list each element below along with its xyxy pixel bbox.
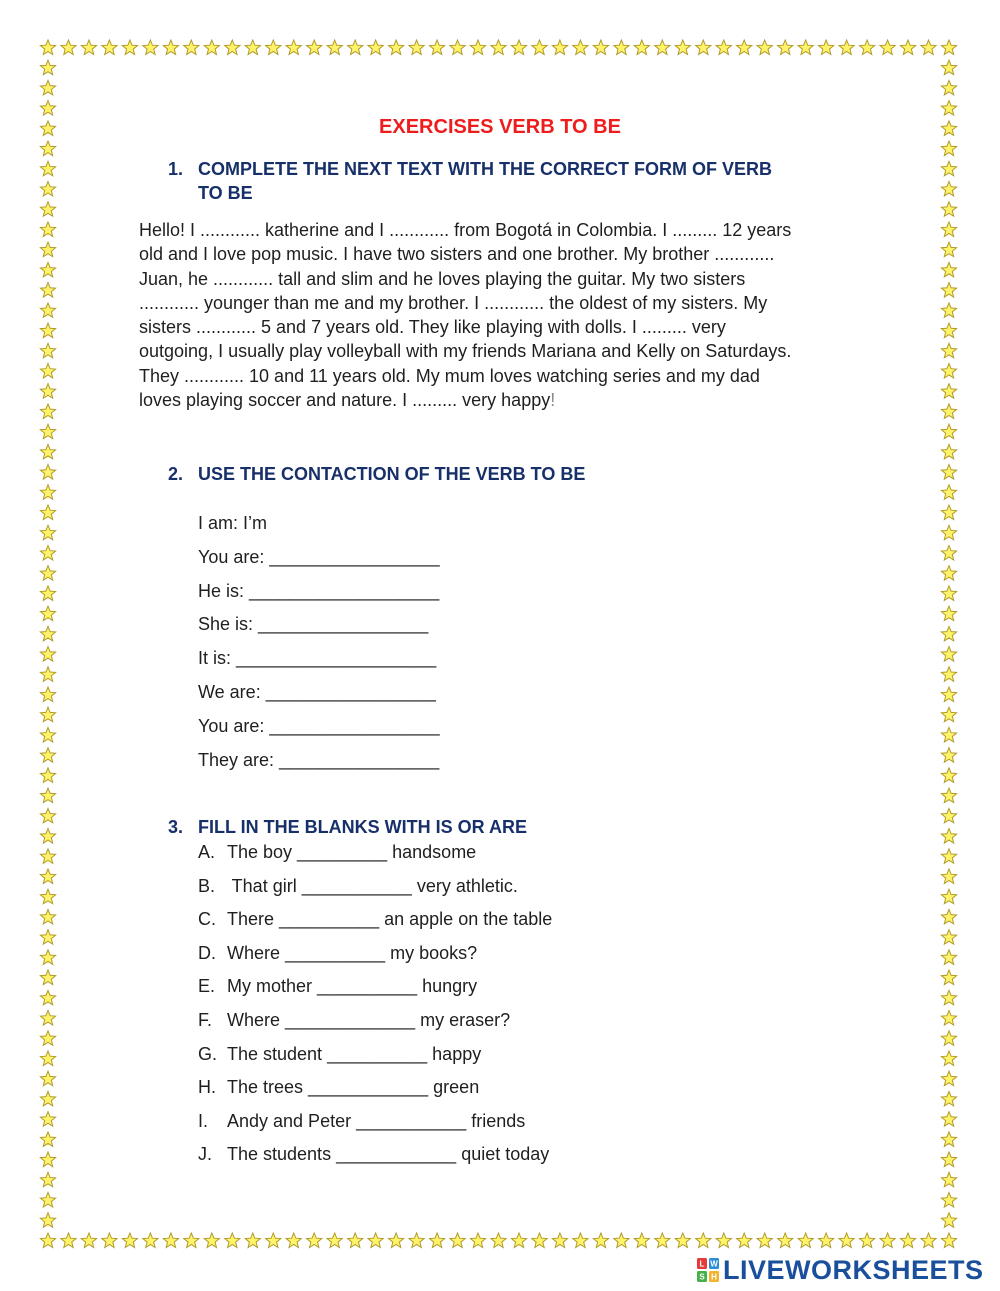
- item-text: The student __________ happy: [227, 1043, 482, 1064]
- border-star-icon: [266, 40, 281, 55]
- border-star-icon: [409, 40, 424, 55]
- border-star-icon: [941, 444, 956, 459]
- border-star-icon: [40, 364, 55, 379]
- item-letter: D.: [198, 942, 216, 963]
- fill-item: [198, 941, 552, 975]
- border-star-icon: [40, 849, 55, 864]
- border-star-icon: [941, 525, 956, 540]
- fill-item: [198, 1075, 552, 1109]
- border-star-icon: [40, 525, 55, 540]
- border-star-icon: [40, 930, 55, 945]
- contraction-item: She is: _________________: [198, 614, 429, 635]
- item-text: Where _____________ my eraser?: [227, 1009, 511, 1030]
- fill-item: [198, 1142, 552, 1176]
- fill-item: [198, 1008, 552, 1042]
- paragraph-line: Hello! I ............ katherine and I ............ from Bogotá in Colombia. I ......... 12 years: [139, 220, 792, 240]
- item-letter: F.: [198, 1009, 213, 1030]
- border-star-icon: [40, 707, 55, 721]
- border-star-icon: [40, 606, 55, 620]
- fill-item: [198, 874, 552, 908]
- border-star-icon: [40, 222, 55, 237]
- border-star-icon: [634, 40, 649, 55]
- paragraph-line: old and I love pop music. I have two sisters and one brother. My brother ............: [139, 244, 775, 265]
- section2-number: 2.: [168, 464, 184, 484]
- border-star-icon: [941, 1172, 956, 1187]
- border-star-icon: [941, 566, 956, 581]
- border-star-icon: [941, 647, 956, 662]
- contraction-list: [198, 511, 440, 781]
- border-star-icon: [819, 40, 834, 55]
- item-text: There __________ an apple on the table: [227, 909, 553, 930]
- border-star-icon: [245, 1233, 260, 1248]
- contraction-item: He is: ___________________: [198, 580, 440, 601]
- border-star-icon: [941, 869, 956, 884]
- border-star-icon: [40, 889, 55, 903]
- border-star-icon: [511, 40, 526, 55]
- border-star-icon: [655, 40, 670, 55]
- border-star-icon: [348, 40, 363, 55]
- border-star-icon: [675, 1233, 690, 1248]
- border-star-icon: [941, 465, 956, 480]
- border-star-icon: [40, 40, 55, 55]
- contraction-item: We are: _________________: [198, 681, 436, 702]
- border-star-icon: [40, 1193, 55, 1207]
- border-star-icon: [921, 40, 936, 55]
- border-star-icon: [40, 1051, 55, 1066]
- border-star-icon: [696, 40, 711, 55]
- border-star-icon: [941, 910, 956, 924]
- border-star-icon: [941, 505, 956, 519]
- item-text: Andy and Peter ___________ friends: [227, 1110, 526, 1131]
- border-star-icon: [40, 384, 55, 399]
- border-star-icon: [40, 910, 55, 924]
- border-star-icon: [511, 1233, 526, 1248]
- border-star-icon: [40, 465, 55, 480]
- fill-item: [198, 840, 552, 874]
- border-star-icon: [941, 1112, 956, 1127]
- border-star-icon: [941, 1031, 956, 1046]
- item-text: Where __________ my books?: [227, 942, 478, 963]
- border-star-icon: [81, 40, 96, 55]
- contraction-item: You are: _________________: [198, 546, 440, 567]
- border-star-icon: [40, 323, 55, 338]
- border-star-icon: [941, 485, 956, 500]
- border-star-icon: [40, 950, 55, 965]
- border-star-icon: [40, 1132, 55, 1147]
- contraction-item: I am: I’m: [198, 513, 268, 533]
- border-star-icon: [368, 40, 383, 55]
- border-star-icon: [40, 970, 55, 985]
- border-star-icon: [819, 1233, 834, 1248]
- border-star-icon: [593, 1233, 608, 1248]
- border-star-icon: [450, 40, 465, 55]
- border-star-icon: [430, 40, 445, 55]
- border-star-icon: [941, 768, 956, 783]
- border-star-icon: [40, 667, 55, 682]
- border-star-icon: [368, 1233, 383, 1248]
- border-star-icon: [327, 1233, 342, 1248]
- border-star-icon: [204, 40, 219, 55]
- svg-text:W: W: [710, 1259, 718, 1269]
- border-star-icon: [225, 1233, 240, 1248]
- paragraph-line: loves playing soccer and nature. I ......... very happy: [139, 390, 551, 411]
- border-star-icon: [941, 384, 956, 399]
- border-star-icon: [614, 1233, 629, 1248]
- border-star-icon: [430, 1233, 445, 1248]
- paragraph-line: They ............ 10 and 11 years old. My mum loves watching series and my dad: [139, 365, 760, 386]
- border-star-icon: [941, 1011, 956, 1025]
- border-star-icon: [389, 1233, 404, 1248]
- border-star-icon: [941, 1213, 956, 1228]
- border-star-icon: [941, 546, 956, 561]
- border-star-icon: [40, 546, 55, 561]
- border-star-icon: [40, 1213, 55, 1228]
- border-star-icon: [716, 40, 731, 55]
- border-star-icon: [40, 161, 55, 176]
- border-star-icon: [307, 1233, 322, 1248]
- border-star-icon: [941, 586, 956, 601]
- border-star-icon: [40, 60, 55, 74]
- border-star-icon: [941, 889, 956, 903]
- border-star-icon: [40, 586, 55, 601]
- border-star-icon: [900, 1233, 915, 1248]
- border-star-icon: [40, 424, 55, 439]
- svg-text:S: S: [699, 1272, 705, 1282]
- border-star-icon: [941, 182, 956, 197]
- border-star-icon: [880, 1233, 895, 1248]
- section2-heading: [168, 462, 858, 486]
- border-star-icon: [941, 80, 956, 95]
- section1-heading-line2: TO BE: [198, 183, 253, 203]
- border-star-icon: [40, 788, 55, 802]
- border-star-icon: [40, 1112, 55, 1127]
- border-star-icon: [40, 647, 55, 662]
- border-star-icon: [225, 40, 240, 55]
- border-star-icon: [40, 303, 55, 317]
- border-star-icon: [40, 990, 55, 1004]
- border-star-icon: [737, 40, 752, 55]
- border-star-icon: [839, 40, 854, 55]
- fill-item: [198, 1109, 552, 1143]
- border-star-icon: [941, 849, 956, 864]
- border-star-icon: [941, 788, 956, 802]
- section3-number: 3.: [168, 817, 184, 837]
- border-star-icon: [40, 1011, 55, 1025]
- border-star-icon: [839, 1233, 854, 1248]
- paragraph-line: ............ younger than me and my brother. I ............ the oldest of my sisters. My: [139, 292, 768, 313]
- paragraph-line: sisters ............ 5 and 7 years old. They like playing with dolls. I ......... very: [139, 317, 726, 338]
- section1-number: 1.: [168, 159, 184, 179]
- border-star-icon: [941, 283, 956, 298]
- liveworksheets-logo-icon: [697, 1258, 719, 1282]
- fill-item: [198, 907, 552, 941]
- border-star-icon: [798, 40, 813, 55]
- border-star-icon: [941, 707, 956, 721]
- border-star-icon: [778, 40, 793, 55]
- contraction-item: They are: ________________: [198, 749, 440, 770]
- border-star-icon: [941, 930, 956, 945]
- border-star-icon: [941, 364, 956, 379]
- border-star-icon: [941, 829, 956, 844]
- border-star-icon: [860, 40, 875, 55]
- border-star-icon: [532, 1233, 547, 1248]
- fill-blank-list: [198, 840, 552, 1176]
- border-star-icon: [40, 505, 55, 519]
- border-star-icon: [941, 161, 956, 176]
- border-star-icon: [122, 40, 137, 55]
- paragraph-line: outgoing, I usually play volleyball with my friends Mariana and Kelly on Saturdays.: [139, 341, 792, 362]
- border-star-icon: [102, 1233, 117, 1248]
- border-star-icon: [634, 1233, 649, 1248]
- border-star-icon: [40, 626, 55, 641]
- border-star-icon: [40, 748, 55, 763]
- border-star-icon: [40, 869, 55, 884]
- border-star-icon: [40, 1031, 55, 1046]
- border-star-icon: [102, 40, 117, 55]
- border-star-icon: [40, 485, 55, 500]
- border-star-icon: [941, 1233, 956, 1248]
- border-star-icon: [941, 748, 956, 763]
- border-star-icon: [143, 40, 158, 55]
- item-text: The boy _________ handsome: [227, 842, 477, 862]
- border-star-icon: [941, 40, 956, 55]
- border-star-icon: [40, 343, 55, 358]
- border-star-icon: [941, 1051, 956, 1066]
- paragraph-end-mark: !: [550, 390, 556, 411]
- border-star-icon: [921, 1233, 936, 1248]
- border-star-icon: [941, 626, 956, 641]
- border-star-icon: [40, 728, 55, 743]
- border-star-icon: [941, 303, 956, 317]
- item-letter: I.: [198, 1110, 209, 1131]
- fill-item: [198, 1042, 552, 1076]
- border-star-icon: [593, 40, 608, 55]
- contraction-item: It is: ____________________: [198, 648, 437, 669]
- border-star-icon: [40, 182, 55, 197]
- border-star-icon: [204, 1233, 219, 1248]
- border-star-icon: [40, 141, 55, 156]
- liveworksheets-logo[interactable]: [697, 1255, 984, 1285]
- item-letter: H.: [198, 1077, 216, 1098]
- border-star-icon: [40, 829, 55, 844]
- border-star-icon: [757, 1233, 772, 1248]
- border-star-icon: [286, 40, 301, 55]
- border-star-icon: [40, 768, 55, 783]
- item-letter: G.: [198, 1043, 218, 1064]
- border-star-icon: [491, 40, 506, 55]
- border-star-icon: [40, 444, 55, 459]
- border-star-icon: [61, 1233, 76, 1248]
- border-star-icon: [941, 1092, 956, 1106]
- svg-text:H: H: [711, 1272, 717, 1282]
- border-star-icon: [941, 687, 956, 701]
- border-star-icon: [327, 40, 342, 55]
- border-star-icon: [737, 1233, 752, 1248]
- border-star-icon: [941, 1132, 956, 1147]
- border-star-icon: [122, 1233, 137, 1248]
- section3-heading: [168, 815, 858, 839]
- border-star-icon: [491, 1233, 506, 1248]
- border-star-icon: [941, 1193, 956, 1207]
- border-star-icon: [40, 242, 55, 257]
- border-star-icon: [470, 40, 485, 55]
- fill-item: [198, 974, 552, 1008]
- border-star-icon: [40, 80, 55, 95]
- border-star-icon: [941, 1152, 956, 1167]
- contraction-item: You are: _________________: [198, 715, 440, 736]
- border-star-icon: [40, 687, 55, 701]
- border-star-icon: [40, 1092, 55, 1106]
- border-star-icon: [163, 40, 178, 55]
- section1-paragraph: [139, 218, 864, 412]
- item-text: The trees ____________ green: [227, 1077, 480, 1098]
- border-star-icon: [655, 1233, 670, 1248]
- border-star-icon: [941, 242, 956, 257]
- border-star-icon: [40, 1233, 55, 1248]
- border-star-icon: [941, 728, 956, 743]
- border-star-icon: [245, 40, 260, 55]
- border-star-icon: [941, 667, 956, 682]
- brand-name: LIVEWORKSHEETS: [723, 1254, 984, 1285]
- page-title: EXERCISES VERB TO BE: [379, 116, 621, 138]
- border-star-icon: [941, 323, 956, 338]
- border-star-icon: [40, 202, 55, 216]
- border-star-icon: [941, 950, 956, 965]
- border-star-icon: [40, 1071, 55, 1086]
- border-star-icon: [573, 1233, 588, 1248]
- border-star-icon: [470, 1233, 485, 1248]
- border-star-icon: [941, 262, 956, 277]
- item-letter: A.: [198, 842, 216, 862]
- border-star-icon: [941, 141, 956, 156]
- border-star-icon: [184, 40, 199, 55]
- border-star-icon: [532, 40, 547, 55]
- svg-text:L: L: [699, 1259, 705, 1269]
- item-letter: E.: [198, 976, 216, 997]
- border-star-icon: [163, 1233, 178, 1248]
- border-star-icon: [757, 40, 772, 55]
- border-star-icon: [798, 1233, 813, 1248]
- section1-heading: [168, 157, 858, 205]
- border-star-icon: [143, 1233, 158, 1248]
- border-star-icon: [778, 1233, 793, 1248]
- border-star-icon: [184, 1233, 199, 1248]
- section1-heading-line1: COMPLETE THE NEXT TEXT WITH THE CORRECT FORM OF VERB: [198, 159, 772, 179]
- border-star-icon: [941, 970, 956, 985]
- border-star-icon: [614, 40, 629, 55]
- border-star-icon: [941, 222, 956, 237]
- border-star-icon: [266, 1233, 281, 1248]
- border-star-icon: [716, 1233, 731, 1248]
- border-star-icon: [409, 1233, 424, 1248]
- border-star-icon: [40, 566, 55, 581]
- section3-heading-text: FILL IN THE BLANKS WITH IS OR ARE: [198, 817, 527, 837]
- item-text: My mother __________ hungry: [227, 976, 478, 997]
- border-star-icon: [880, 40, 895, 55]
- border-star-icon: [941, 404, 956, 418]
- border-star-icon: [81, 1233, 96, 1248]
- item-letter: B.: [198, 875, 216, 896]
- border-star-icon: [348, 1233, 363, 1248]
- border-star-icon: [941, 990, 956, 1004]
- border-star-icon: [941, 343, 956, 358]
- border-star-icon: [900, 40, 915, 55]
- item-text: The students ____________ quiet today: [227, 1144, 550, 1165]
- border-star-icon: [941, 60, 956, 74]
- border-star-icon: [40, 1172, 55, 1187]
- border-star-icon: [941, 606, 956, 620]
- item-letter: J.: [198, 1144, 213, 1165]
- border-star-icon: [573, 40, 588, 55]
- section2-heading-text: USE THE CONTACTION OF THE VERB TO BE: [198, 464, 586, 484]
- border-star-icon: [40, 101, 55, 115]
- item-letter: C.: [198, 909, 216, 930]
- border-star-icon: [286, 1233, 301, 1248]
- border-star-icon: [941, 101, 956, 115]
- border-star-icon: [941, 808, 956, 822]
- border-star-icon: [40, 808, 55, 822]
- border-star-icon: [450, 1233, 465, 1248]
- border-star-icon: [61, 40, 76, 55]
- border-star-icon: [696, 1233, 711, 1248]
- paragraph-line-last: [139, 388, 864, 412]
- border-star-icon: [307, 40, 322, 55]
- border-star-icon: [941, 1071, 956, 1086]
- paragraph-line: Juan, he ............ tall and slim and he loves playing the guitar. My two sisters: [139, 268, 746, 289]
- border-star-icon: [860, 1233, 875, 1248]
- border-star-icon: [675, 40, 690, 55]
- border-star-icon: [552, 1233, 567, 1248]
- border-star-icon: [40, 262, 55, 277]
- border-star-icon: [552, 40, 567, 55]
- border-star-icon: [40, 283, 55, 298]
- border-star-icon: [941, 424, 956, 439]
- border-star-icon: [40, 1152, 55, 1167]
- border-star-icon: [389, 40, 404, 55]
- border-star-icon: [941, 202, 956, 216]
- border-star-icon: [40, 404, 55, 418]
- item-text: That girl ___________ very athletic.: [227, 875, 518, 896]
